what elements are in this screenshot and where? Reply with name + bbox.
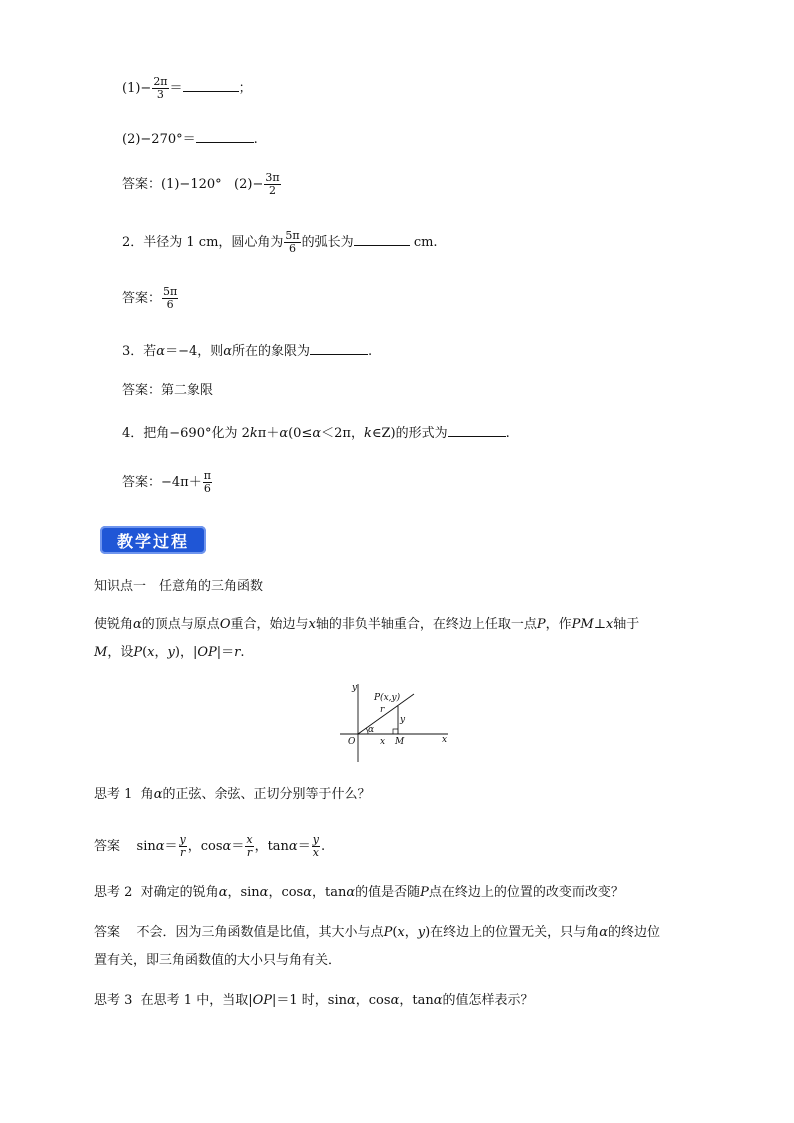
answer-3: 答案：第二象限 [122,383,214,398]
answer-blank [183,79,239,92]
answer-4: 答案：−4π＋ $\frac{\pi}{6}$ [122,469,211,495]
answer-2: 答案： $\frac{5\pi}{6}$ [122,285,178,311]
fraction: $\frac{\pi}{6}$ [203,469,211,495]
fraction: $\frac{y}{r}$ [179,833,186,859]
fraction: $\frac{y}{x}$ [312,833,319,859]
fraction: $\frac{x}{r}$ [246,833,253,859]
thinking-1: 思考 1 角α的正弦、余弦、正切分别等于什么？ [94,787,371,802]
m-label: M [395,737,405,747]
y-axis-label: y [352,683,358,693]
exercise-2: 2．半径为 1 cm，圆心角为 $\frac{5\pi}{6}$ 的弧长为 cm. [122,229,438,255]
answer-thinking-1: 答案 sinα＝ $\frac{y}{r}$ ，cosα＝ $\frac{x}{r}$ ，tanα＝ $\frac{y}{x}$ . [94,833,326,859]
exercise-1-1: (1)− $\frac{2\pi}{3}$ ＝ ； [122,75,252,101]
r-label: r [380,705,385,715]
fraction: $\frac{2\pi}{3}$ [153,75,168,101]
fraction: $\frac{5\pi}{6}$ [285,229,300,255]
thinking-3: 思考 3 在思考 1 中，当取|OP|＝1 时，sinα，cosα，tanα的值怎样表示？ [94,993,534,1008]
unit-circle-figure [336,678,456,768]
exercise-1-2: (2)−270°＝ . [122,132,258,147]
answer-thinking-2: 答案 不会．因为三角函数值是比值，其大小与点P(x，y)在终边上的位置无关，只与角α的终边位 [94,925,660,940]
fraction: $\frac{5\pi}{6}$ [163,285,178,311]
y-length-label: y [400,715,406,725]
x-length-label: x [380,737,386,747]
point-p-label: P(x,y) [374,693,401,703]
fraction: $\frac{3\pi}{2}$ [265,171,280,197]
answer-blank [310,342,368,355]
answer-blank [448,424,506,437]
answer-blank [354,233,410,246]
origin-label: O [348,737,356,747]
intro-line-2: M，设P(x，y)，|OP|＝r. [94,645,245,660]
knowledge-title: 知识点一 任意角的三角函数 [94,579,264,594]
alpha-label: α [368,725,375,735]
intro-line-1: 使锐角α的顶点与原点O重合，始边与x轴的非负半轴重合，在终边上任取一点P，作PM⊥x轴于 [94,617,640,632]
answer-thinking-2-cont: 置有关，即三角函数值的大小只与角有关． [94,953,342,968]
right-angle-mark [393,729,398,734]
section-banner: 教学过程 [100,526,206,554]
x-axis-label: x [442,735,448,745]
thinking-2: 思考 2 对确定的锐角α，sinα，cosα，tanα的值是否随P点在终边上的位置的改变而改变？ [94,885,624,900]
exercise-3: 3．若α＝−4，则α所在的象限为 . [122,344,373,359]
exercise-4: 4．把角−690°化为 2kπ＋α(0≤α＜2π，k∈Z)的形式为 . [122,426,510,441]
answer-1: 答案：(1)−120° (2)− $\frac{3\pi}{2}$ [122,171,280,197]
answer-blank [196,130,254,143]
